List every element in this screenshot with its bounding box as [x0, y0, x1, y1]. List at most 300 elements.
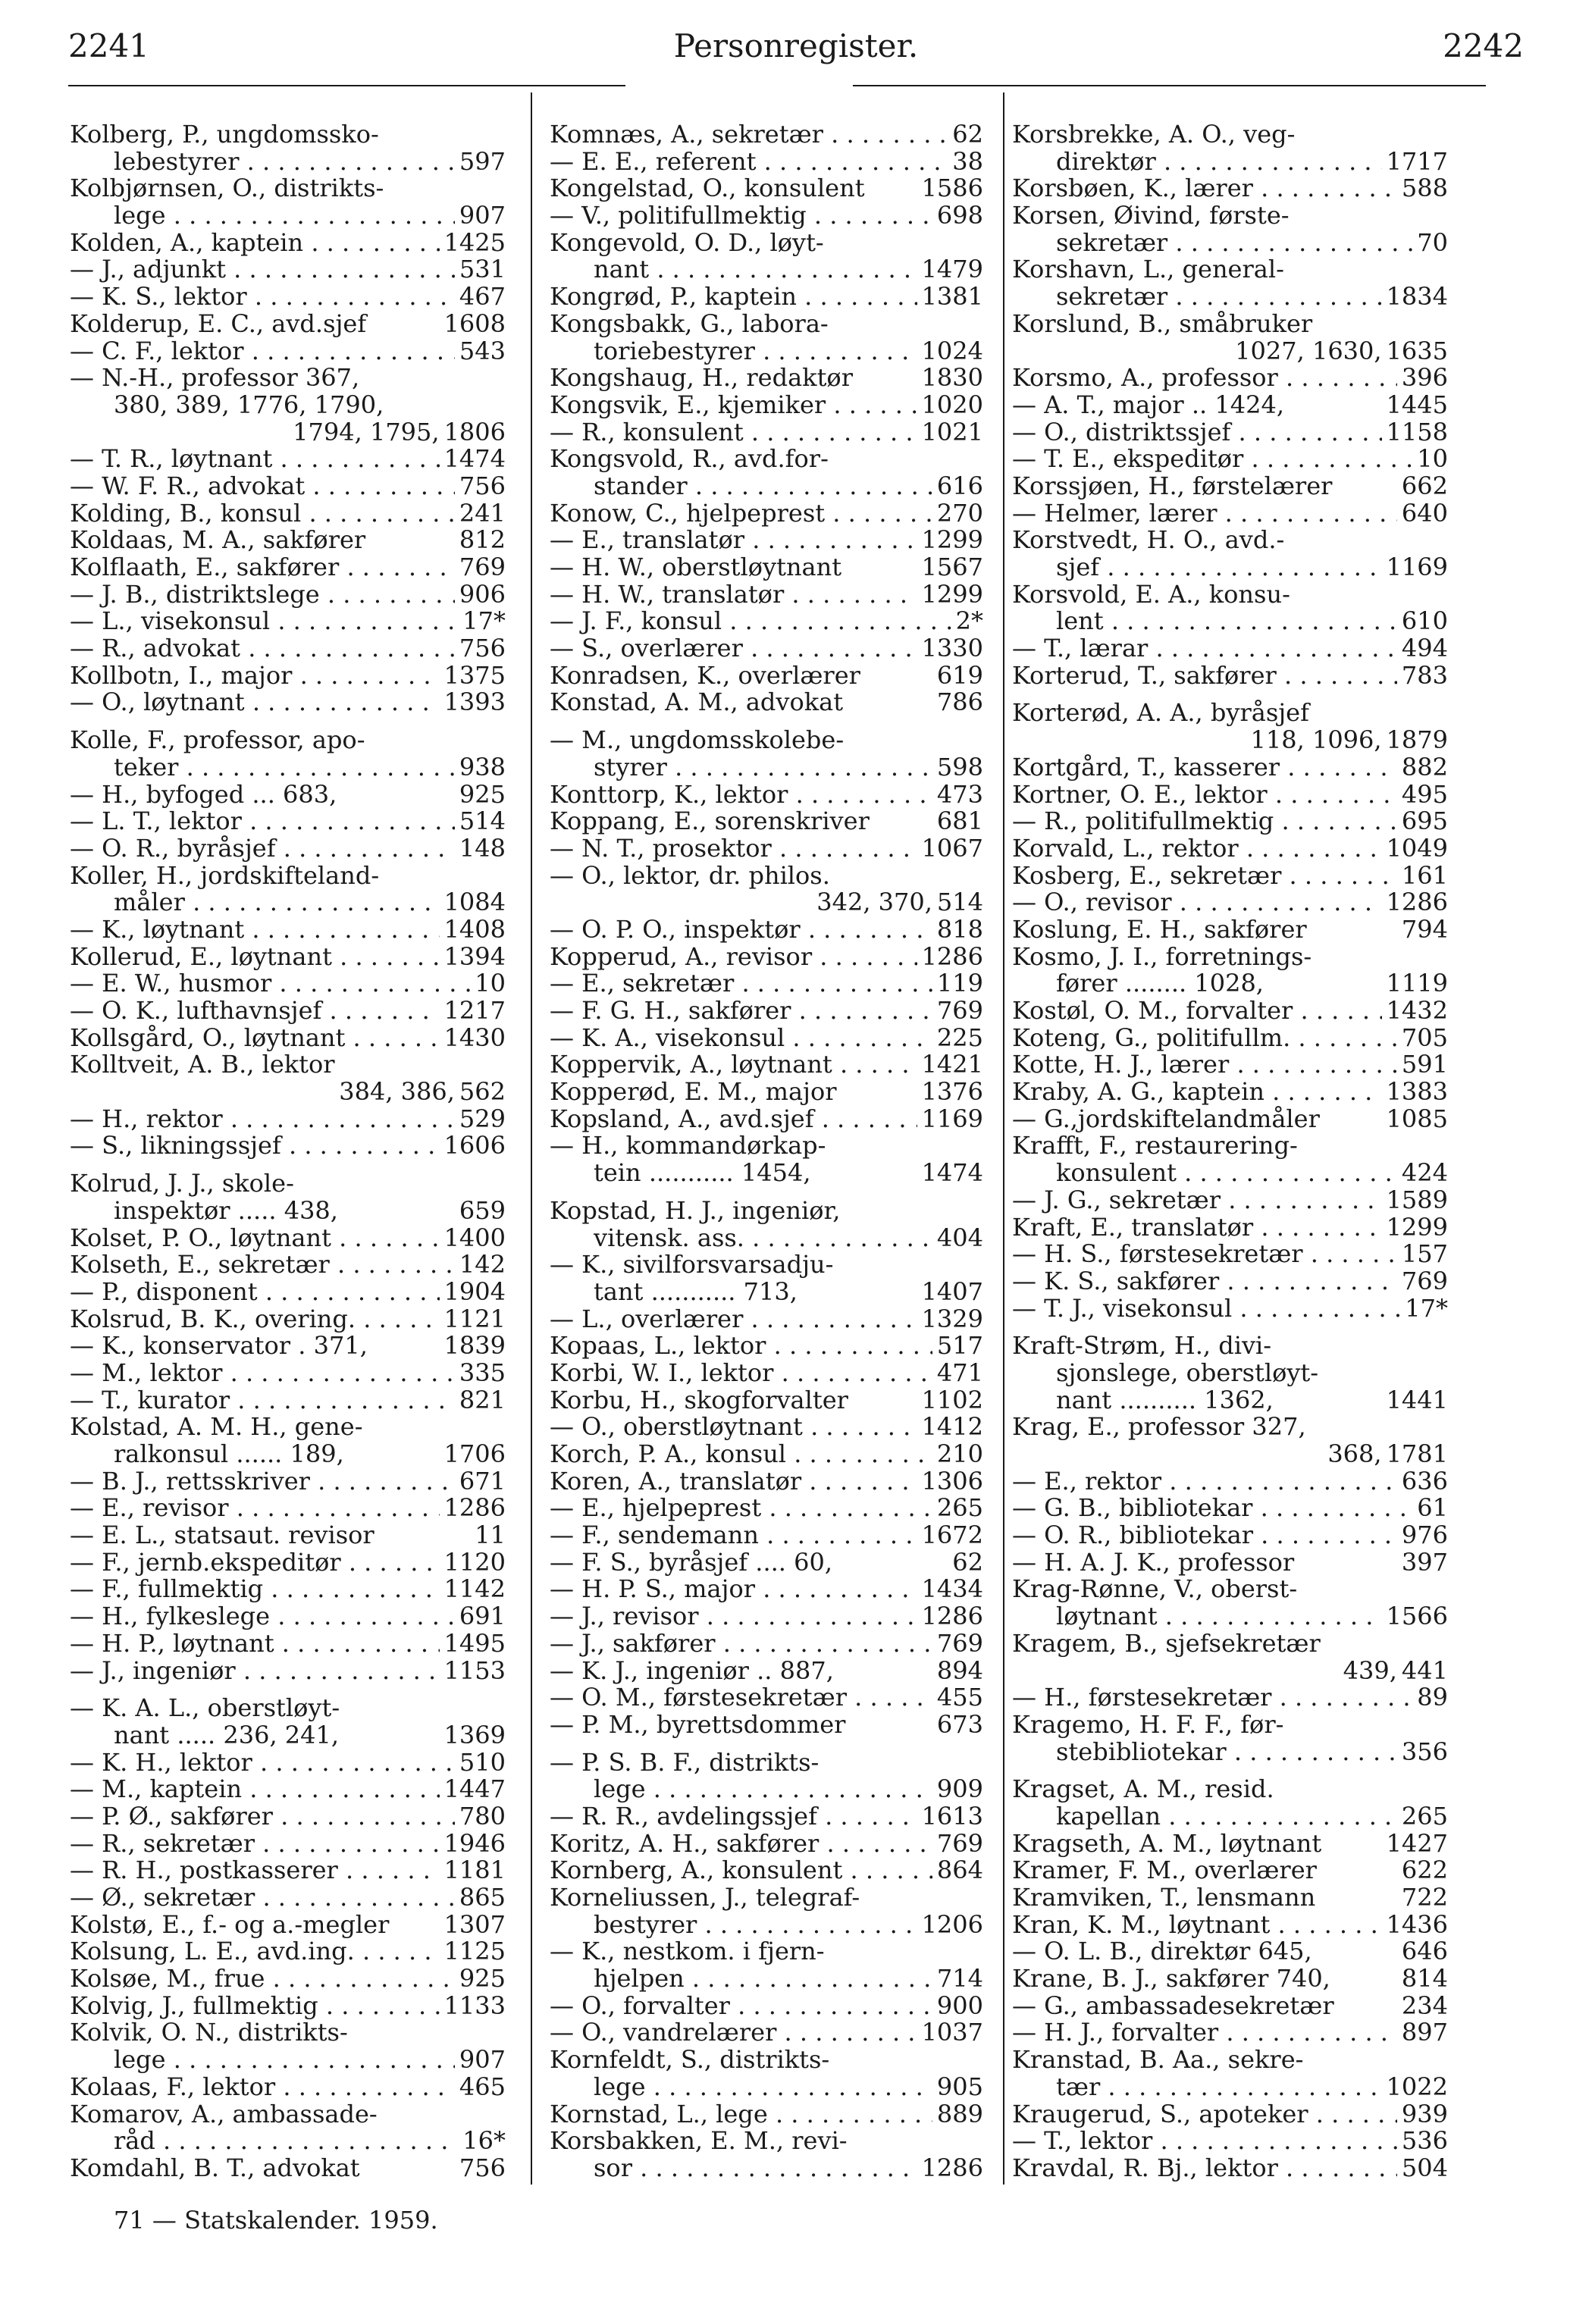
- entry-page-number: 1120: [443, 1549, 506, 1577]
- entry-page-number: 356: [1401, 1738, 1448, 1766]
- entry-page-number: 976: [1401, 1522, 1448, 1549]
- entry-text: — O., vandrelærer . . .: [550, 2019, 917, 2047]
- entry-text: Koslung, E. H., sakfører: [1012, 916, 1307, 944]
- entry-page-number: 1434: [921, 1576, 983, 1604]
- register-entry: [550, 1857, 983, 1884]
- entry-text: Komdahl, B. T., advokat: [70, 2154, 360, 2182]
- entry-page-number: 1306: [921, 1467, 983, 1496]
- entry-text: Kornberg, A., konsulent . . .: [550, 1857, 932, 1884]
- register-entry: [1012, 1658, 1448, 1685]
- entry-page-number: 2*: [955, 608, 983, 636]
- entry-text: — O. P. O., inspektør . . .: [550, 916, 932, 944]
- entry-text: stander . . .: [594, 473, 932, 500]
- register-entry: [70, 175, 506, 202]
- entry-text: Korbi, W. I., lektor . . .: [550, 1360, 932, 1387]
- entry-text: — H., byfoged ... 683,: [70, 781, 337, 809]
- register-entry: [550, 392, 983, 419]
- entry-page-number: 1421: [921, 1051, 983, 1079]
- register-entry: [70, 2074, 506, 2101]
- entry-page-number: 265: [936, 1495, 983, 1523]
- entry-text: — R. R., avdelingssjef . . .: [550, 1803, 917, 1831]
- register-entry: [70, 944, 506, 971]
- page-title: Personregister.: [673, 27, 919, 64]
- entry-text: — O., lektor, dr. philos.: [550, 862, 830, 890]
- entry-text: Kosmo, J. I., forretnings-: [1012, 943, 1312, 971]
- register-entry: [1012, 1831, 1448, 1858]
- entry-page-number: 562: [459, 1079, 506, 1106]
- register-entry: [550, 1106, 983, 1133]
- entry-page-number: 10: [1417, 446, 1448, 473]
- register-entry: [70, 1857, 506, 1884]
- register-entry: [550, 1333, 983, 1360]
- entry-text: — H. P., løytnant . . .: [70, 1630, 440, 1658]
- register-entry: [1012, 365, 1448, 392]
- register-entry: [70, 1695, 506, 1722]
- entry-text: inspektør ..... 438,: [114, 1197, 338, 1225]
- register-entry: [70, 1360, 506, 1387]
- entry-text: vitensk. ass. . . .: [594, 1225, 932, 1252]
- entry-text: bestyrer . . .: [594, 1912, 917, 1939]
- register-entry: [550, 863, 983, 890]
- entry-text: — T., lærar . . .: [1012, 635, 1397, 662]
- entry-page-number: 1307: [443, 1911, 506, 1939]
- entry-text: — E. E., referent . . .: [550, 149, 948, 176]
- entry-page-number: 769: [459, 554, 506, 581]
- register-entry: [70, 1025, 506, 1052]
- entry-text: konsulent . . .: [1056, 1160, 1397, 1187]
- entry-page-number: 671: [459, 1467, 506, 1496]
- entry-page-number: 1383: [1386, 1079, 1448, 1106]
- register-entry: [550, 527, 983, 554]
- entry-page-number: 38: [952, 148, 983, 176]
- entry-text: Kolle, F., professor, apo-: [70, 727, 365, 754]
- register-entry: [70, 1051, 506, 1079]
- entry-text: sjonslege, oberstløyt-: [1056, 1359, 1319, 1387]
- entry-text: Kostøl, O. M., forvalter . . .: [1012, 998, 1382, 1025]
- register-entry: [550, 202, 983, 230]
- register-entry: [70, 1414, 506, 1441]
- entry-text: — J. F., konsul . . .: [550, 608, 951, 635]
- entry-text: Kollsgård, O., løytnant . . .: [70, 1025, 440, 1052]
- entry-text: Korneliussen, J., telegraf-: [550, 1884, 860, 1912]
- entry-text: Koren, A., translatør . . .: [550, 1468, 917, 1496]
- register-entry: [1012, 473, 1448, 500]
- entry-page-number: 925: [459, 781, 506, 809]
- register-entry: [70, 365, 506, 392]
- entry-text: — Helmer, lærer . . .: [1012, 500, 1397, 528]
- entry-text: Kraft-Strøm, H., divi-: [1012, 1333, 1272, 1360]
- entry-text: — F. G. H., sakfører . . .: [550, 998, 932, 1025]
- register-entry: [70, 1279, 506, 1306]
- register-entry: [70, 1993, 506, 2020]
- entry-text: — E. W., husmor . . .: [70, 970, 470, 998]
- entry-text: — O. R., bibliotekar . . .: [1012, 1522, 1397, 1549]
- entry-text: Komnæs, A., sekretær . . .: [550, 121, 948, 149]
- register-entry: [1012, 754, 1448, 781]
- register-entry: [1012, 998, 1448, 1025]
- register-entry: [70, 1549, 506, 1577]
- entry-text: — F., sendemann . . .: [550, 1522, 917, 1549]
- register-entry: [550, 1576, 983, 1603]
- register-entry: [1012, 1776, 1448, 1803]
- entry-text: nant ..... 236, 241,: [114, 1721, 340, 1749]
- entry-text: Korssjøen, H., førstelærer: [1012, 472, 1333, 500]
- register-entry: [550, 446, 983, 473]
- register-entry: [1012, 1160, 1448, 1187]
- entry-text: sjef . . .: [1056, 554, 1382, 581]
- register-entry: [550, 1079, 983, 1106]
- entry-page-number: 907: [459, 2047, 506, 2074]
- entry-page-number: 1286: [921, 943, 983, 971]
- entry-page-number: 681: [936, 808, 983, 835]
- entry-text: — O., løytnant . . .: [70, 689, 440, 716]
- register-entry: [70, 446, 506, 473]
- entry-text: hjelpen . . .: [594, 1965, 932, 1993]
- register-entry: [70, 608, 506, 635]
- entry-page-number: 1299: [921, 527, 983, 554]
- entry-text: Kolaas, F., lektor . . .: [70, 2074, 455, 2101]
- entry-text: Kolding, B., konsul . . .: [70, 500, 455, 528]
- entry-page-number: 673: [936, 1711, 983, 1739]
- entry-text: — C. F., lektor . . .: [70, 338, 455, 365]
- register-entry: [550, 998, 983, 1025]
- entry-text: Krag-Rønne, V., oberst-: [1012, 1576, 1298, 1604]
- entry-page-number: 471: [936, 1359, 983, 1387]
- entry-text: — H. S., førstesekretær . . .: [1012, 1241, 1397, 1268]
- entry-page-number: 597: [459, 148, 506, 176]
- entry-page-number: 622: [1401, 1857, 1448, 1884]
- entry-page-number: 1672: [921, 1522, 983, 1549]
- entry-text: — E., rektor . . .: [1012, 1468, 1397, 1496]
- entry-text: Kotte, H. J., lærer . . .: [1012, 1051, 1397, 1079]
- register-entry: [550, 1776, 983, 1803]
- register-entry: [1012, 808, 1448, 835]
- entry-page-number: 636: [1401, 1467, 1448, 1496]
- register-entry: [550, 689, 983, 716]
- entry-page-number: 473: [936, 781, 983, 809]
- register-entry: [1012, 581, 1448, 609]
- entry-page-number: 1608: [443, 310, 506, 338]
- entry-text: — E., translatør . . .: [550, 527, 917, 554]
- register-entry: [550, 149, 983, 176]
- entry-page-number: 1022: [1386, 2073, 1448, 2101]
- register-entry: [550, 835, 983, 863]
- entry-text: — O., revisor . . .: [1012, 889, 1382, 916]
- register-entry: [1012, 1441, 1448, 1468]
- register-entry: [70, 230, 506, 257]
- entry-page-number: 591: [1401, 1051, 1448, 1079]
- register-entry: [1012, 1712, 1448, 1739]
- entry-text: — H. W., translatør . . .: [550, 581, 917, 609]
- entry-page-number: 1299: [1386, 1214, 1448, 1242]
- entry-text: — J. B., distriktslege . . .: [70, 581, 455, 609]
- entry-page-number: 1706: [443, 1441, 506, 1468]
- entry-text: Kongsvik, E., kjemiker . . .: [550, 392, 917, 419]
- entry-page-number: 1447: [443, 1776, 506, 1803]
- entry-text: Korch, P. A., konsul . . .: [550, 1441, 932, 1468]
- entry-page-number: 598: [936, 753, 983, 781]
- register-entry: [1012, 1522, 1448, 1549]
- entry-text: Kornfeldt, S., distrikts-: [550, 2047, 830, 2074]
- register-entry: [1012, 2128, 1448, 2155]
- register-entry: [1012, 527, 1448, 554]
- entry-text: Kopperud, A., revisor . . .: [550, 944, 917, 971]
- register-entry: [70, 2101, 506, 2128]
- entry-text: — F., jernb.ekspeditør . . .: [70, 1549, 440, 1577]
- register-entry: [550, 2047, 983, 2074]
- entry-text: 380, 389, 1776, 1790,: [114, 391, 384, 419]
- entry-text: — O. M., førstesekretær . . .: [550, 1684, 932, 1712]
- register-entry: [550, 1549, 983, 1577]
- entry-text: fører ........ 1028,: [1056, 970, 1264, 998]
- entry-page-number: 818: [936, 916, 983, 944]
- entry-text: Kortgård, T., kasserer . . .: [1012, 754, 1397, 781]
- entry-page-number: 1839: [443, 1333, 506, 1360]
- register-entry: [550, 1132, 983, 1160]
- register-entry: [70, 1576, 506, 1603]
- entry-text: råd . . .: [114, 2128, 458, 2155]
- register-entry: [550, 1279, 983, 1306]
- register-entry: [1012, 2101, 1448, 2128]
- entry-text: Kopperød, E. M., major: [550, 1079, 837, 1106]
- register-entry: [1012, 1333, 1448, 1360]
- entry-text: — T., kurator . . .: [70, 1387, 455, 1414]
- entry-page-number: 909: [936, 1776, 983, 1803]
- entry-page-number: 1121: [443, 1305, 506, 1333]
- register-entry: [1012, 1414, 1448, 1441]
- register-entry: [1012, 1884, 1448, 1912]
- register-entry: [550, 1251, 983, 1279]
- entry-page-number: 722: [1401, 1884, 1448, 1912]
- entry-text: — J., ingeniør . . .: [70, 1658, 440, 1685]
- entry-page-number: 1169: [921, 1105, 983, 1133]
- entry-page-number: 335: [459, 1359, 506, 1387]
- register-entry: [70, 1776, 506, 1803]
- entry-page-number: 640: [1401, 500, 1448, 528]
- register-entry: [70, 1803, 506, 1831]
- entry-page-number: 1299: [921, 581, 983, 609]
- entry-page-number: 1394: [443, 943, 506, 971]
- entry-text: Korstvedt, H. O., avd.-: [1012, 527, 1285, 554]
- entry-text: — E., hjelpeprest . . .: [550, 1495, 932, 1522]
- entry-page-number: 1479: [921, 256, 983, 284]
- register-entry: [1012, 1549, 1448, 1577]
- register-entry: [1012, 835, 1448, 863]
- entry-text: — H. A. J. K., professor: [1012, 1549, 1295, 1577]
- register-entry: [70, 1079, 506, 1106]
- register-entry: [1012, 1468, 1448, 1496]
- register-entry: [70, 835, 506, 863]
- entry-page-number: 70: [1417, 229, 1448, 257]
- register-entry: [550, 1938, 983, 1965]
- entry-text: Krane, B. J., sakfører 740,: [1012, 1965, 1330, 1993]
- register-entry: [550, 473, 983, 500]
- entry-text: Kolseth, E., sekretær . . .: [70, 1251, 455, 1279]
- entry-page-number: 210: [936, 1441, 983, 1468]
- entry-text: Korbu, H., skogforvalter: [550, 1386, 848, 1414]
- entry-page-number: 504: [1401, 2154, 1448, 2182]
- entry-text: Kolrud, J. J., skole-: [70, 1170, 294, 1198]
- entry-page-number: 889: [936, 2100, 983, 2128]
- entry-page-number: 157: [1401, 1241, 1448, 1268]
- entry-text: — K. J., ingeniør .. 887,: [550, 1657, 834, 1685]
- entry-page-number: 1400: [443, 1224, 506, 1252]
- entry-text: — L., visekonsul . . .: [70, 608, 458, 635]
- entry-page-number: 1393: [443, 689, 506, 717]
- register-entry: [70, 1198, 506, 1225]
- entry-text: Korsvold, E. A., konsu-: [1012, 581, 1290, 609]
- register-entry: [1012, 662, 1448, 690]
- entry-page-number: 1330: [921, 635, 983, 662]
- entry-page-number: 17*: [462, 608, 506, 636]
- entry-text: lebestyrer . . .: [114, 149, 455, 176]
- entry-page-number: 1037: [921, 2019, 983, 2047]
- entry-text: — P. Ø., sakfører . . .: [70, 1803, 455, 1831]
- register-entry: [550, 1495, 983, 1522]
- register-entry: [1012, 944, 1448, 971]
- entry-text: — K. H., lektor . . .: [70, 1749, 455, 1777]
- entry-text: — W. F. R., advokat . . .: [70, 473, 455, 500]
- register-entry: [550, 256, 983, 283]
- register-entry: [550, 1414, 983, 1441]
- entry-text: — J., revisor . . .: [550, 1603, 917, 1630]
- entry-text: Kolbjørnsen, O., distrikts-: [70, 175, 384, 203]
- register-entry: [1012, 1051, 1448, 1079]
- register-entry: [550, 311, 983, 338]
- register-entry: [550, 419, 983, 446]
- entry-page-number: 241: [459, 500, 506, 528]
- entry-page-number: 780: [459, 1803, 506, 1831]
- entry-text: — T., lektor . . .: [1012, 2128, 1397, 2155]
- register-entry: [550, 1749, 983, 1777]
- register-entry: [70, 754, 506, 781]
- register-entry: [1012, 970, 1448, 998]
- register-entry: [70, 1603, 506, 1630]
- register-entry: [550, 1198, 983, 1225]
- entry-text: 368,: [1327, 1441, 1382, 1468]
- entry-text: Kragseth, A. M., løytnant: [1012, 1830, 1322, 1858]
- register-entry: [70, 1630, 506, 1658]
- entry-text: 439,: [1343, 1657, 1397, 1685]
- entry-text: Kolsung, L. E., avd.ing. . . .: [70, 1938, 440, 1965]
- register-column-2: [550, 121, 983, 2182]
- entry-page-number: 1613: [921, 1803, 983, 1831]
- entry-text: — Ø., sekretær . . .: [70, 1884, 455, 1912]
- register-entry: [1012, 1079, 1448, 1106]
- entry-text: styrer . . .: [594, 754, 932, 781]
- register-entry: [70, 1658, 506, 1685]
- register-entry: [1012, 1684, 1448, 1712]
- register-entry: [70, 527, 506, 554]
- entry-text: Korvald, L., rektor . . .: [1012, 835, 1382, 863]
- register-entry: [70, 581, 506, 609]
- entry-page-number: 769: [1401, 1267, 1448, 1295]
- entry-text: Kopstad, H. J., ingeniør,: [550, 1197, 841, 1225]
- entry-page-number: 1119: [1386, 970, 1448, 998]
- entry-page-number: 756: [459, 2154, 506, 2182]
- entry-text: — R., advokat . . .: [70, 635, 455, 662]
- entry-page-number: 1474: [921, 1160, 983, 1187]
- entry-text: Kragem, B., sjefsekretær: [1012, 1630, 1321, 1658]
- entry-page-number: 270: [936, 500, 983, 528]
- register-entry: [550, 581, 983, 609]
- entry-text: Korslund, B., småbruker: [1012, 310, 1313, 338]
- entry-text: Kravdal, R. Bj., lektor . . .: [1012, 2155, 1397, 2182]
- entry-text: Kolset, P. O., løytnant . . .: [70, 1225, 440, 1252]
- entry-page-number: 1635: [1386, 337, 1448, 365]
- entry-text: tein ........... 1454,: [594, 1160, 811, 1187]
- register-entry: [70, 149, 506, 176]
- entry-text: Korterud, T., sakfører . . .: [1012, 662, 1397, 690]
- register-entry: [70, 1468, 506, 1496]
- register-entry: [70, 889, 506, 916]
- entry-page-number: 465: [459, 2073, 506, 2101]
- register-entry: [70, 311, 506, 338]
- entry-page-number: 1407: [921, 1278, 983, 1306]
- register-entry: [1012, 1912, 1448, 1939]
- register-entry: [550, 944, 983, 971]
- entry-page-number: 905: [936, 2073, 983, 2101]
- register-entry: [550, 500, 983, 528]
- entry-text: Kongshaug, H., redaktør: [550, 365, 853, 392]
- register-entry: [70, 554, 506, 581]
- entry-page-number: 1020: [921, 391, 983, 419]
- entry-page-number: 1436: [1386, 1911, 1448, 1939]
- entry-page-number: 62: [952, 121, 983, 149]
- register-column-3: [1012, 121, 1448, 2182]
- entry-text: — O. R., byråsjef . . .: [70, 835, 455, 863]
- entry-page-number: 1169: [1386, 554, 1448, 581]
- entry-text: — O., distriktssjef . . .: [1012, 419, 1382, 446]
- register-entry: [550, 970, 983, 998]
- register-entry: [1012, 149, 1448, 176]
- register-entry: [1012, 230, 1448, 257]
- entry-text: — M., ungdomsskolebe-: [550, 727, 845, 754]
- register-entry: [70, 2047, 506, 2074]
- entry-page-number: 1566: [1386, 1603, 1448, 1630]
- entry-text: — P. S. B. F., distrikts-: [550, 1749, 820, 1777]
- entry-text: Korshavn, L., general-: [1012, 256, 1284, 284]
- entry-page-number: 783: [1401, 662, 1448, 690]
- entry-page-number: 531: [459, 256, 506, 284]
- entry-text: sor . . .: [594, 2155, 917, 2182]
- entry-text: lege . . .: [114, 202, 455, 230]
- register-entry: [1012, 1993, 1448, 2020]
- entry-text: Kongelstad, O., konsulent: [550, 175, 865, 203]
- register-entry: [550, 1160, 983, 1187]
- entry-text: nant .......... 1362,: [1056, 1386, 1274, 1414]
- entry-page-number: 1904: [443, 1278, 506, 1306]
- register-entry: [550, 1630, 983, 1658]
- entry-page-number: 142: [459, 1251, 506, 1279]
- register-entry: [1012, 1857, 1448, 1884]
- entry-text: — L., overlærer . . .: [550, 1306, 917, 1333]
- entry-text: — O., oberstløytnant . . .: [550, 1414, 917, 1441]
- entry-text: — G. B., bibliotekar . . .: [1012, 1495, 1412, 1522]
- entry-text: — H. J., forvalter . . .: [1012, 2019, 1397, 2047]
- entry-text: Koppervik, A., løytnant . . .: [550, 1051, 917, 1079]
- entry-text: Kolsøe, M., frue . . .: [70, 1965, 455, 1993]
- entry-page-number: 1158: [1386, 418, 1448, 446]
- register-entry: [70, 781, 506, 809]
- register-entry: [70, 500, 506, 528]
- register-column-1: [70, 121, 506, 2182]
- entry-page-number: 662: [1401, 472, 1448, 500]
- entry-page-number: 1217: [443, 998, 506, 1025]
- entry-page-number: 397: [1401, 1549, 1448, 1577]
- entry-text: — B. J., rettsskriver . . .: [70, 1468, 455, 1496]
- entry-page-number: 814: [1401, 1965, 1448, 1993]
